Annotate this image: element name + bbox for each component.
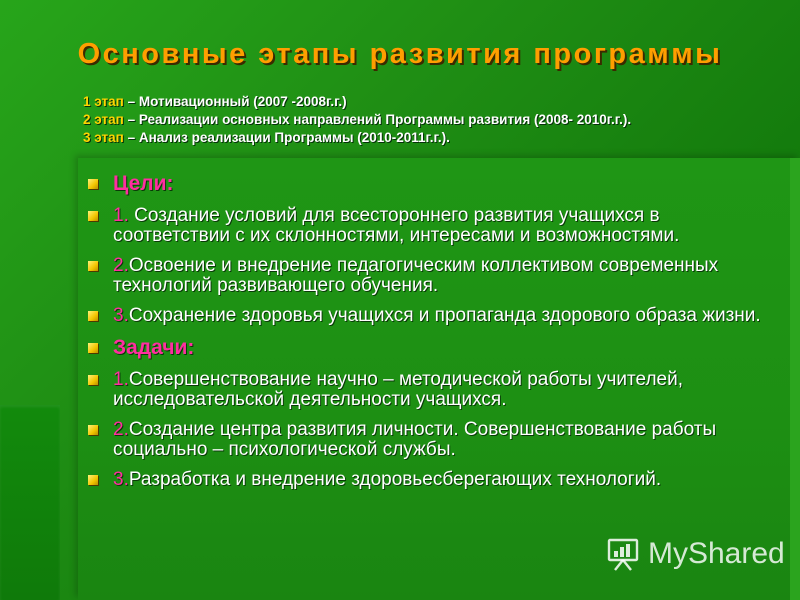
- square-bullet-icon: [88, 375, 98, 385]
- square-bullet-icon: [88, 179, 98, 189]
- square-bullet-icon: [88, 211, 98, 221]
- goals-heading-text: Цели:: [113, 172, 174, 195]
- stage-text: – Мотивационный (2007 -2008г.г.): [123, 94, 347, 109]
- stage-text: – Реализации основных направлений Программы развития (2008- 2010г.г.).: [123, 112, 632, 127]
- task-text: Создание центра развития личности. Совершенствование работы социально – психологической службы.: [113, 419, 717, 460]
- task-number: 2.: [113, 419, 129, 440]
- stage-label: 2 этап: [83, 112, 124, 127]
- square-bullet-icon: [88, 261, 98, 271]
- goal-number: 3.: [113, 305, 129, 326]
- goal-text: Освоение и внедрение педагогическим коллективом современных технологий развивающего обучения.: [113, 255, 719, 296]
- tasks-heading-text: Задачи:: [113, 336, 195, 359]
- stage-item: [83, 129, 631, 147]
- square-bullet-icon: [88, 425, 98, 435]
- goal-number: 2.: [113, 255, 129, 276]
- task-item: [88, 420, 778, 460]
- goals-heading: [88, 172, 778, 196]
- watermark: [606, 534, 785, 574]
- watermark-text: MyShared: [648, 537, 785, 570]
- stage-text: – Анализ реализации Программы (2010-2011г.г.).: [123, 130, 450, 145]
- decorative-panel-left: [0, 405, 60, 600]
- presentation-board-icon: [606, 536, 640, 572]
- square-bullet-icon: [88, 311, 98, 321]
- tasks-heading: [88, 336, 778, 360]
- goal-item: [88, 306, 778, 326]
- decorative-panel-edge: [790, 158, 800, 600]
- square-bullet-icon: [88, 475, 98, 485]
- goal-number: 1.: [113, 205, 129, 226]
- stage-label: 1 этап: [83, 94, 124, 109]
- stage-item: [83, 93, 631, 111]
- slide-title: Основные этапы развития программы: [77, 38, 723, 70]
- task-text: Разработка и внедрение здоровьесберегающих технологий.: [128, 469, 662, 490]
- task-item: [88, 370, 778, 410]
- task-number: 3.: [113, 469, 129, 490]
- goal-text: Сохранение здоровья учащихся и пропаганда здорового образа жизни.: [128, 305, 761, 326]
- content-list: [88, 172, 778, 500]
- stage-item: [83, 111, 631, 129]
- square-bullet-icon: [88, 343, 98, 353]
- goal-item: [88, 256, 778, 296]
- task-item: [88, 470, 778, 490]
- task-text: Совершенствование научно – методической работы учителей, исследовательской деятельности учащихся.: [113, 369, 684, 410]
- task-number: 1.: [113, 369, 129, 390]
- goal-item: [88, 206, 778, 246]
- stage-label: 3 этап: [83, 130, 124, 145]
- goal-text: Создание условий для всестороннего развития учащихся в соответствии с их склонностями, интересами и возможностями.: [113, 205, 680, 246]
- stages-list: [83, 93, 631, 147]
